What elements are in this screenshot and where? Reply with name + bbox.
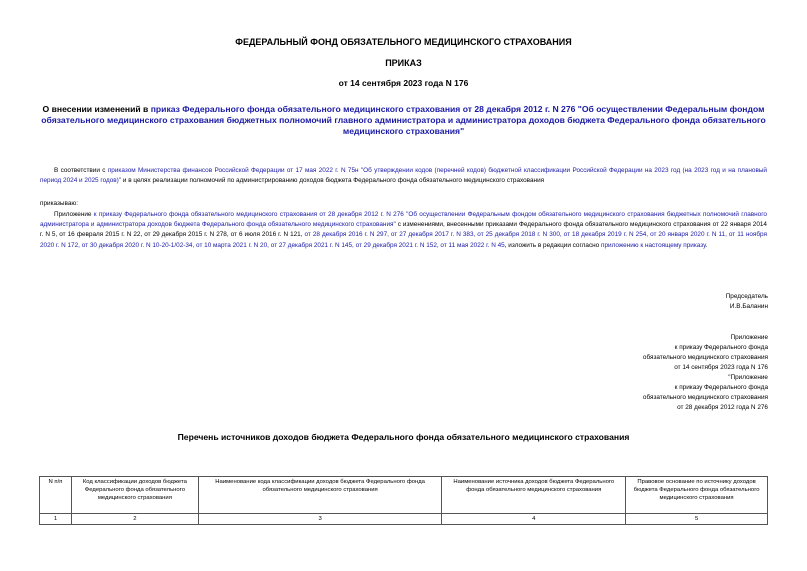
org-name: ФЕДЕРАЛЬНЫЙ ФОНД ОБЯЗАТЕЛЬНОГО МЕДИЦИНСКОГО СТРАХОВАНИЯ (235, 37, 572, 47)
body-paragraph (40, 210, 767, 251)
table-cell: 3 (198, 514, 442, 525)
signature-position: Председатель (725, 293, 768, 300)
order-word: приказываю: (40, 200, 78, 207)
table-cell: 1 (40, 514, 72, 525)
preamble-paragraph (40, 166, 767, 186)
appendix-line: от 28 декабря 2012 года N 276 (677, 404, 768, 411)
table-header-row (40, 477, 768, 514)
preamble-prefix: В соответствии с (54, 167, 108, 174)
document-title (40, 104, 767, 137)
table-header-cell: Наименование источника доходов бюджета Федерального фонда обязательного медицинского страхования (442, 477, 626, 514)
body-text-3: , изложить в редакции согласно (504, 241, 602, 249)
appendix-line: к приказу Федерального фонда (674, 344, 768, 351)
body-text-4: . (705, 241, 708, 249)
table-cell: 2 (71, 514, 198, 525)
table-header-cell: Правовое основание по источнику доходов бюджета Федерального фонда обязательного медицинского страхования (626, 477, 768, 514)
signature-block (726, 292, 768, 312)
appendix-line: от 14 сентября 2023 года N 176 (674, 364, 768, 371)
revenue-sources-table (39, 476, 768, 525)
appendix-line: к приказу Федерального фонда (674, 384, 768, 391)
appendix-line: Приложение (730, 334, 768, 341)
body-link-appendix[interactable]: приложению к настоящему приказу (601, 241, 706, 249)
title-prefix: О внесении изменений в (42, 104, 151, 114)
list-title: Перечень источников доходов бюджета Федерального фонда обязательного медицинского страхования (177, 432, 630, 442)
table-header-cell: Код классификации доходов бюджета Федерального фонда обязательного медицинского страхования (71, 477, 198, 514)
body-link-amendments[interactable]: от 28 декабря 2016 г. N 297, от 27 декабря 2017 г. N 383, от 25 декабря 2018 г. N 300, от 18 декабря 2019 г. N 254, от 20 января 2020 г. N 11, от 11 ноября 2020 г. N 172, от 30 декабря 2020 г. N 10-20-1/02-34, от 10 марта 2021 г. N 20, от 27 декабря 2021 г. N 145, от 29 декабря 2021 г. N 152, от 11 мая 2022 г. N 45 (40, 231, 767, 249)
body-text-2: с изменениями, внесенными приказами Федерального фонда обязательного медицинского страхования от 22 января 2014 г. N 5, от 16 февраля 2015 г. N 22, от 29 декабря 2015 г. N 278, от 6 июля 2016 г. N 121, (40, 221, 767, 239)
appendix-line: обязательного медицинского страхования (642, 394, 768, 401)
doc-date-number: от 14 сентября 2023 года N 176 (338, 78, 469, 88)
doc-type: ПРИКАЗ (385, 58, 422, 68)
table-cell: 4 (442, 514, 626, 525)
body-text-1: Приложение (54, 211, 94, 218)
appendix-header (643, 333, 768, 413)
table-header-cell: Наименование кода классификации доходов бюджета Федерального фонда обязательного медицинского страхования (198, 477, 442, 514)
appendix-line: обязательного медицинского страхования (642, 354, 768, 361)
body-link-order-276[interactable]: к приказу Федерального фонда обязательного медицинского страхования от 28 декабря 2012 г. N 276 "Об осуществлении Федеральным фондом обязательного медицинского страхования бюджетных полномочий главного администратора и администратора доходов бюджета Федерального фонда обязательного медицинского страхования" (40, 211, 767, 229)
preamble-suffix: и в целях реализации полномочий по администрированию доходов бюджета Федерального фонда обязательного медицинского страхования (121, 177, 545, 185)
signature-name: И.В.Баланин (729, 303, 768, 310)
appendix-line: "Приложение (728, 374, 768, 381)
title-link[interactable]: приказ Федерального фонда обязательного медицинского страхования от 28 декабря 2012 г. N 276 "Об осуществлении Федеральным фондом обязательного медицинского страхования бюджетных полномочий главного администратора и администратора доходов бюджета Федерального фонда обязательного медицинского страхования" (41, 104, 766, 136)
preamble-link[interactable]: приказом Министерства финансов Российской Федерации от 17 мая 2022 г. N 75н "Об утверждении кодов (перечней кодов) бюджетной классификации Российской Федерации на 2023 год (на 2023 год и на плановый период 2024 и 2025 годов)" (40, 167, 768, 185)
table-row (40, 514, 768, 525)
table-header-cell: N п/п (40, 477, 72, 514)
table-cell: 5 (626, 514, 768, 525)
